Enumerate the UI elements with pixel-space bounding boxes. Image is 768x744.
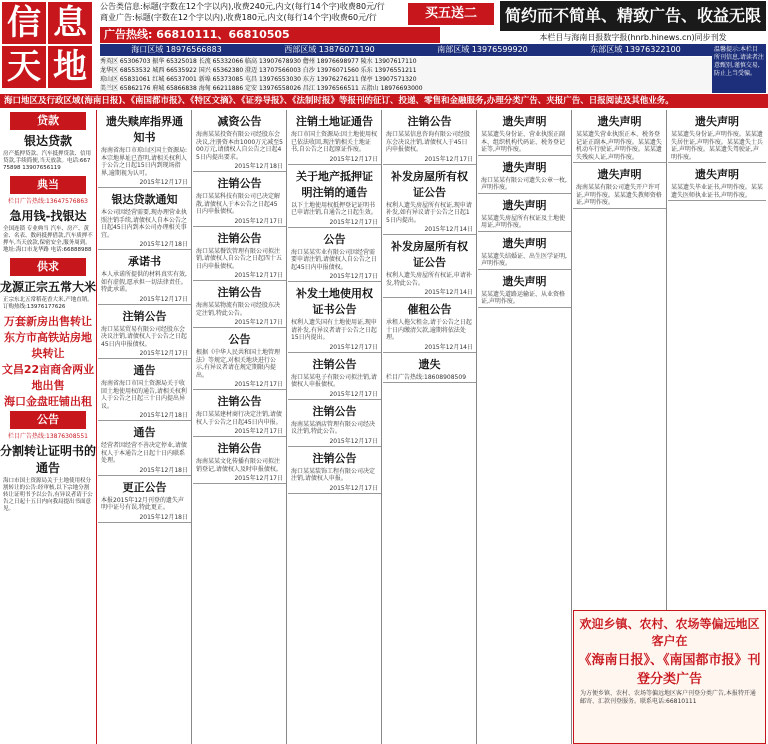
notice-title: 遗失声明: [502, 115, 547, 128]
notice-text: 经营者因经营不善决定停业,请债权人于本通告之日起十日内联系处理。: [101, 442, 187, 464]
notice-block: [193, 172, 286, 227]
notice-title: 减资公告: [217, 115, 262, 128]
notice-title: 注销公告: [217, 177, 262, 190]
column-divider: [381, 110, 382, 744]
notice-title: 催租公告: [407, 303, 452, 316]
notice-date: 2015年12月17日: [329, 484, 378, 492]
notice-date: 2015年12月18日: [139, 412, 188, 419]
region-bar: [100, 44, 712, 56]
red-title: 海口金盘旺铺出租: [4, 395, 92, 408]
notice-date: 2015年12月17日: [139, 295, 188, 303]
notice-date: 2015年12月14日: [424, 289, 473, 296]
notice-text: 海口市国土资源局关于土地使用权分割转让的公告:经审核,以下宗地分割转让证明书予以公告,有异议者请于公告之日起十五日内向我局提出书面意见。: [3, 478, 93, 512]
phone-line: 琼山区 65831061 红城 66537001 新埠 65373085 屯昌 13976553030 东方 13976276211 保亭 13907571320: [100, 76, 417, 83]
notice-title: 补发房屋所有权证公告: [391, 240, 468, 269]
column-divider: [476, 110, 477, 744]
masthead: [0, 0, 768, 94]
notice-text: 权利人遗失房屋所有权证,申请补发,特此公告。: [386, 272, 472, 287]
notice-date: 2015年12月17日: [234, 272, 283, 279]
notice-title: 公告: [323, 232, 346, 246]
loan-title: 银达贷款: [23, 134, 72, 148]
notice-text: 权利人遗失国有土地使用证,现申请补发,有异议者请于公告之日起15日内提出。: [291, 319, 377, 341]
notice-date: 2015年12月17日: [329, 155, 378, 163]
notice-date: 2015年12月17日: [234, 217, 283, 225]
notice-date: 2015年12月17日: [329, 437, 378, 445]
notice-block: [98, 421, 191, 476]
notice-text: 海南某某投资有限公司经股东会决议,注册资本由1000万元减至500万元,请债权人自公告之日起45日内提出要求。: [196, 131, 283, 161]
notice-block: [383, 110, 476, 165]
notice-block: [288, 165, 381, 228]
notice-block: [478, 194, 571, 232]
notice-text: 海南省海口市琼山区国土资源局:本宗地界址已查明,请相关权利人于公告之日起15日内到现场指界,逾期视为认可。: [101, 147, 188, 177]
notice-block: [668, 110, 766, 163]
notice-text: 本报2015年12月刊登的遗失声明中证号有误,特此更正。: [101, 496, 184, 511]
notice-date: 2015年12月14日: [424, 343, 473, 351]
notice-block: [193, 437, 286, 484]
notice-title: 银达贷款通知: [111, 193, 178, 206]
notice-block: [383, 235, 476, 298]
notice-text: 海口某某餐饮管理有限公司拟注销,请债权人自公告之日起四十五日内申报债权。: [196, 247, 282, 270]
region: 西部区域 13876071190: [284, 45, 375, 54]
notice-date: 2015年12月17日: [234, 475, 283, 482]
notice-block: [98, 305, 191, 360]
logo-char: 信: [2, 2, 46, 44]
notice-date: 2015年12月17日: [329, 390, 378, 398]
notice-text: 海南某某物流有限公司经股东决定注销,特此公告。: [196, 302, 281, 317]
notice-text: 海口某某有限公司遗失公章一枚,声明作废。: [481, 176, 567, 191]
notice-text: 海口市国土资源局:因土地使用权已依法收回,现注销相关土地证书,自公告之日起原证作废。: [291, 131, 378, 153]
notice-text: 海口某某实业有限公司因经营需要申请注销,请债权人自公告之日起45日内申报债权。: [291, 248, 377, 271]
notice-title: 公告: [228, 333, 251, 346]
notice-date: 2015年12月18日: [234, 163, 283, 170]
notice-title: 遗失声明: [597, 115, 642, 128]
notice-column-5: [478, 110, 571, 308]
notice-date: 2015年12月17日: [139, 179, 188, 186]
region: 东部区域 13976322100: [590, 45, 681, 54]
service-banner: 海口地区及行政区域(海南日报)、《南国都市报》、《特区文摘》、《证券导报》、《法制时报》等报刊的征订、投递、零售和金融服务,办理分类广告、夹报广告、日报阅读及其他业务。: [0, 94, 768, 108]
notice-block: [98, 250, 191, 305]
notice-block: [98, 188, 191, 250]
notice-block: [193, 227, 286, 282]
notice-title: 补发土地使用权证书公告: [296, 287, 373, 316]
notice-title: 注销公告: [312, 357, 357, 371]
notice-block: [573, 163, 666, 209]
notice-text: 某某遗失毕业证书,声明作废。某某遗失医师执业证书,声明作废。: [671, 184, 763, 199]
notice-text: 本公司因经营需要,现办理营业执照注销手续,请债权人自本公告之日起45日内到本公司办理相关事宜。: [101, 209, 187, 239]
notice-title: 遗失声明: [502, 274, 547, 288]
notice-block: [193, 390, 286, 437]
notice-date: 2015年12月18日: [139, 241, 188, 248]
notice-text: 海南某某文化传播有限公司拟注销登记,请债权人及时申报债权。: [196, 458, 282, 473]
region: 海口区域 18976566883: [131, 45, 222, 54]
notice-date: 2015年12月17日: [234, 428, 283, 435]
notice-title: 注销公告: [217, 231, 262, 245]
notice-block: [288, 353, 381, 400]
notice-text: 海南省海口市国土资源局关于收回土地使用权的通告,请相关权利人于公告之日起三十日内提出异议。: [101, 380, 187, 410]
pawn-phone: 栏目广告热线:13647576863: [7, 198, 88, 205]
supply-title: 龙源正宗五常大米: [0, 280, 97, 294]
notice-text: 权利人遗失房屋所有权证,现申请补发,如有异议请于公告之日起15日内提出。: [386, 201, 472, 224]
notice-text: 海口某某建材商行决定注销,请债权人于公告之日起45日内申报。: [196, 411, 282, 426]
phone-line: 美兰区 65862176 府城 65866838 海甸 66211886 定安 13976558026 昌江 13976566511 五指山 18976693000: [100, 85, 423, 92]
notice-block: [98, 476, 191, 523]
pawn-title: 急用钱-找银达: [9, 209, 87, 223]
notice-text: 海口某某信息咨询有限公司经股东会决议注销,请债权人于45日内申报债权。: [386, 131, 471, 153]
notice-block: [288, 282, 381, 353]
notice-title: 承诺书: [128, 255, 161, 268]
notice-title: 通告: [133, 426, 156, 439]
notice-block: [288, 400, 381, 447]
notice-block: [288, 447, 381, 494]
notice-date: 2015年12月17日: [139, 350, 188, 357]
notice-title: 遗失声明: [502, 198, 547, 212]
notice-block: [478, 110, 571, 156]
ad-title: 欢迎乡镇、农村、农场等偏远地区客户在: [579, 617, 760, 648]
notice-text: 海口某某贸易有限公司经股东会决议注销,请债权人于公告之日起45日内申报债权。: [101, 325, 187, 348]
red-title: 文昌22亩商舍两业地出售: [1, 363, 95, 392]
price-info: [100, 1, 400, 23]
notice-block: [573, 110, 666, 163]
notice-text: 海口某某科技有限公司已决定解散,请债权人于本公告之日起45日内申报债权。: [196, 193, 281, 215]
notice-block: [478, 270, 571, 308]
notice-date: 2015年12月17日: [329, 273, 378, 280]
red-title: 东方市高铁站房地块转让: [4, 331, 92, 360]
notice-title: 注销土地证通告: [296, 115, 373, 128]
notice-block: [383, 298, 476, 353]
notice-title: 遗失赎库指界通知书: [106, 115, 183, 144]
phone-line: 龙华区 68553532 城西 66535922 国兴 65362380 澄迈 13707566003 白沙 13976071560 乐东 13976551211: [100, 67, 417, 74]
notice-block: [193, 328, 286, 390]
notice-title: 注销公告: [407, 115, 452, 128]
notice-block: [383, 165, 476, 236]
logo-char: 天: [2, 46, 46, 88]
hotline: 广告热线: 66810111、66810505: [100, 27, 440, 43]
notice-title: 注销公告: [217, 395, 262, 408]
column-divider: [191, 110, 192, 744]
notice-date: 2015年12月17日: [424, 155, 473, 163]
section-head-supply: 供求: [10, 258, 86, 276]
notice-text: 某某遗失房屋所有权证及土地使用证,声明作废。: [481, 214, 566, 229]
notice-date: 2015年12月17日: [329, 218, 378, 226]
supply-text: 正宗东北五常稻花香大米,产地直销。订购热线:13976177626: [3, 297, 93, 310]
notice-block: [98, 359, 191, 421]
notice-text: 根据《中华人民共和国土地管理法》等规定,对相关地块进行公示,有异议者请在规定期限内提出。: [196, 349, 281, 379]
notice-block: [288, 228, 381, 283]
notice-text: 海口某某电子有限公司拟注销,请债权人申报债权。: [291, 373, 377, 388]
notice-box: 温馨提示:本栏目所刊信息,请读者注意甄别,谨慎交易,防止上当受骗。: [712, 44, 766, 93]
notice-text: 海南某某酒店管理有限公司经决议注销,特此公告。: [291, 420, 376, 435]
red-title: 万套新房出售转让: [4, 315, 92, 328]
notice-title: 注销公告: [217, 286, 262, 299]
notice-date: 2015年12月17日: [234, 319, 283, 326]
notice-text: 海南某某有限公司遗失开户许可证,声明作废。某某遗失教师资格证,声明作废。: [576, 184, 662, 206]
notice-text: 承租人拖欠租金,请于公告之日起十日内缴清欠款,逾期将依法处理。: [386, 319, 472, 341]
notice-text: 某某遗失结婚证、出生医学证明,声明作废。: [481, 252, 567, 267]
pawn-text: 全国连锁 专业典当 汽车、房产、黄金、名表、数码抵押借款,汽车质押不押车,当天放款,保密安全,服务周到。地址:海口市龙华路 电话:66888988: [3, 226, 93, 253]
notice-date: 2015年12月17日: [234, 381, 283, 388]
notice-title: 更正公告: [122, 480, 167, 494]
notice-title: 注销公告: [312, 404, 357, 418]
site-note: 本栏目与海南日报数字报(hnrb.hinews.cn)同步刊发: [539, 33, 727, 42]
logo: [2, 2, 94, 90]
notice-title: 遗失声明: [597, 168, 642, 181]
notice-block: [383, 353, 476, 384]
notice-title: 注销公告: [217, 442, 262, 455]
notice-text: 某某遗失道路运输证、从业资格证,声明作废。: [481, 290, 566, 305]
notice-date: 2015年12月18日: [139, 513, 188, 521]
column-divider: [571, 110, 572, 744]
left-column: [0, 110, 97, 744]
notice-block: [478, 156, 571, 194]
notice-title: 关于地产抵押证明注销的通告: [296, 169, 373, 199]
loan-text: 房产抵押贷款、汽车抵押贷款、信用贷款,手续简便,当天放款。电话:66775898 13907656119: [3, 151, 92, 171]
price-line: 公告类信息:标题(字数在12个字以内),收费240元,内文(每行14个字)收费80元/行: [100, 2, 385, 11]
notice-title: 遗失声明: [502, 236, 547, 250]
phone-table: [100, 57, 712, 93]
notice-title: 遗失声明: [695, 168, 739, 181]
notice-text: 栏目广告热线:18608908509: [386, 373, 467, 381]
ad-text: 为方便乡镇、农村、农场等偏远地区客户刊登分类广告,本报特开通邮寄、汇款刊登服务。联系电话:66810111: [580, 690, 756, 705]
notice-title: 遗失声明: [502, 160, 547, 174]
notice-text: 某某遗失营业执照正本、税务登记证正副本,声明作废。某某遗失机动车行驶证,声明作废。某某遗失残疾人证,声明作废。: [576, 131, 662, 161]
column-divider: [286, 110, 287, 744]
ad-title-2: 《海南日报》、《南国都市报》刊登分类广告: [578, 653, 761, 687]
notice-phone: 栏目广告热线:13876308551: [7, 433, 88, 440]
notice-title: 通告: [133, 364, 156, 377]
notice-block: [98, 110, 191, 188]
notice-text: 某某遗失身份证、营业执照正副本、组织机构代码证、税务登记证等,声明作废。: [481, 131, 566, 153]
notice-title: 遗失: [418, 357, 441, 371]
notice-block: [193, 110, 286, 172]
notice-title: 遗失声明: [695, 115, 739, 128]
promo-ad: [573, 610, 766, 744]
notice-column-1: [98, 110, 191, 523]
notice-text: 本人承诺所提供的材料真实有效,如有虚假,愿承担一切法律责任。特此承诺。: [101, 271, 187, 293]
notice-date: 2015年12月18日: [139, 466, 188, 474]
section-head-loan: 贷款: [10, 112, 86, 130]
notice-column-6: [573, 110, 666, 209]
section-head-notice: 公告: [10, 411, 86, 429]
notice-text: 以下土地使用权抵押登记证明书已申请注销,自通告之日起生效。: [291, 201, 377, 216]
notice-block: [668, 163, 766, 201]
notice-title: 注销公告: [312, 451, 357, 465]
notice-title: 补发房屋所有权证公告: [391, 169, 468, 199]
notice-title: 注销公告: [122, 309, 167, 323]
notice-column-7: [668, 110, 766, 201]
logo-char: 地: [48, 46, 92, 88]
notice-text: 某某遗失身份证,声明作废。某某遗失居住证,声明作废。某某遗失士兵证,声明作废。某某遗失驾驶证,声明作废。: [671, 131, 763, 161]
notice-column-4: [383, 110, 476, 383]
notice-column-2: [193, 110, 286, 484]
notice-text: 海口某某装饰工程有限公司决定注销,请债权人申报。: [291, 467, 376, 482]
phone-line: 秀英区 65306703 振华 65325018 长流 65332066 临高 13907678930 儋州 18976698977 陵水 13907617110: [100, 58, 417, 65]
notice-block: [478, 232, 571, 270]
promo-badge: 买五送二: [408, 3, 494, 25]
logo-char: 息: [48, 2, 92, 44]
notice-date: 2015年12月17日: [329, 343, 378, 351]
notice-title: 分割转让证明书的通告: [0, 444, 97, 475]
region: 南部区域 13976599920: [437, 45, 528, 54]
price-line: 商业广告:标题(字数在12个字以内),收费180元,内文(每行14个字)收费60元/行: [100, 13, 377, 22]
notice-date: 2015年12月14日: [424, 226, 473, 233]
notice-block: [193, 281, 286, 328]
notice-column-3: [288, 110, 381, 494]
section-head-pawn: 典当: [10, 176, 86, 194]
slogan: 简约而不简单、精致广告、收益无限: [500, 1, 766, 31]
notice-block: [288, 110, 381, 165]
